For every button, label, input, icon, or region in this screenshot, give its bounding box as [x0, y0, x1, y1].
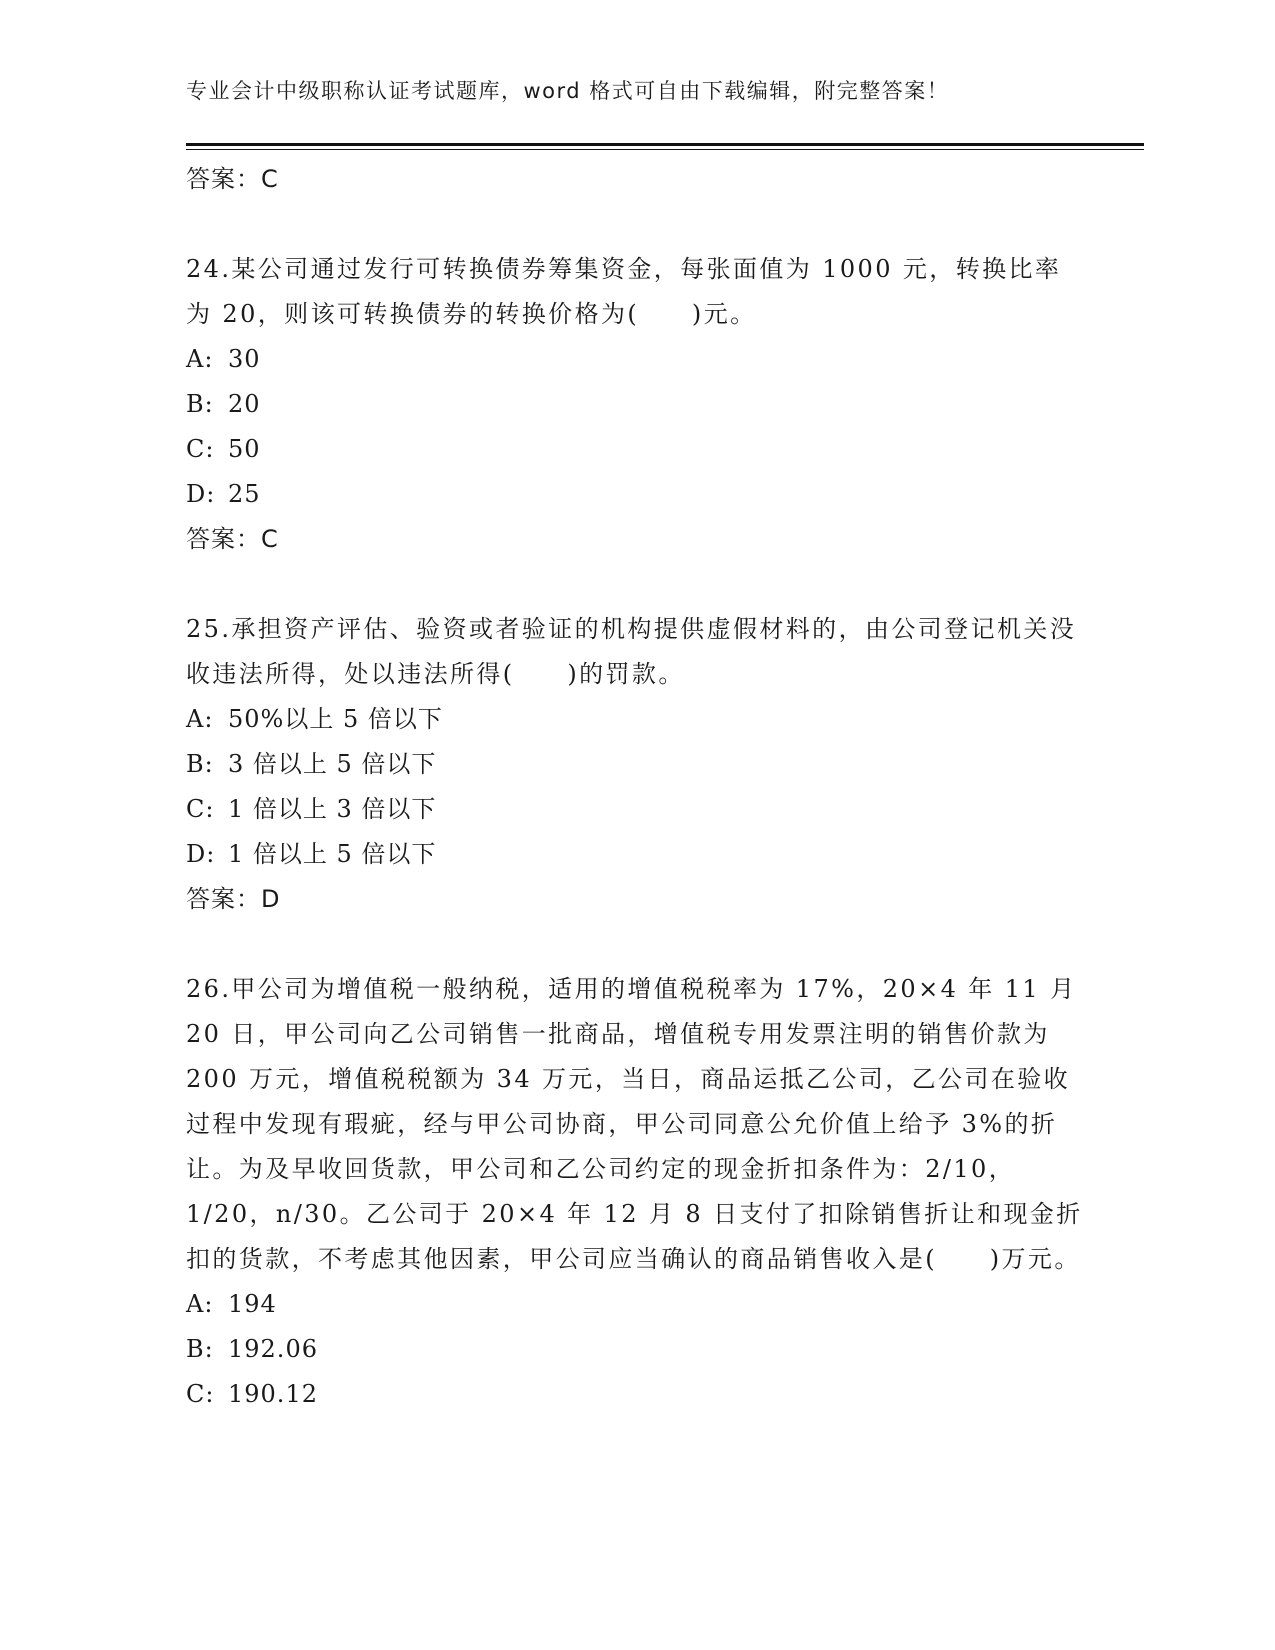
option-letter: D:	[186, 480, 216, 508]
option-letter: A:	[186, 705, 214, 733]
option-text: 194	[228, 1290, 277, 1318]
option-letter: A:	[186, 1290, 214, 1318]
option-c	[186, 787, 1086, 832]
answer-line: 答案：C	[186, 165, 279, 193]
header-rule-thick	[186, 143, 1144, 146]
question-25	[186, 607, 1086, 922]
option-b	[186, 1327, 1086, 1372]
option-b	[186, 382, 1086, 427]
option-text: 30	[228, 345, 261, 373]
option-text: 1 倍以上 3 倍以下	[228, 795, 437, 823]
option-letter: C:	[186, 1380, 215, 1408]
option-text: 192.06	[228, 1335, 318, 1363]
question-content	[186, 157, 1086, 1417]
option-text: 3 倍以上 5 倍以下	[228, 750, 437, 778]
option-text: 1 倍以上 5 倍以下	[228, 840, 437, 868]
question-24	[186, 247, 1086, 562]
option-text: 20	[228, 390, 261, 418]
header-rule-thin	[186, 149, 1144, 150]
question-text: 24.某公司通过发行可转换债券筹集资金，每张面值为 1000 元，转换比率为 20，则该可转换债券的转换价格为( )元。	[186, 255, 1062, 328]
answer-line: 答案：C	[186, 525, 279, 553]
option-text: 50	[228, 435, 261, 463]
option-text: 50%以上 5 倍以下	[228, 705, 443, 733]
option-letter: B:	[186, 1335, 214, 1363]
question-text: 26.甲公司为增值税一般纳税，适用的增值税税率为 17%，20×4 年 11 月 20 日，甲公司向乙公司销售一批商品，增值税专用发票注明的销售价款为 200 万元，增值税税额为 34 万元，当日，商品运抵乙公司，乙公司在验收过程中发现有瑕疵，经与甲公司协商，甲公司同意公允价值上给予 3%的折让。为及早收回货款，甲公司和乙公司约定的现金折扣条件为：2/10，1/20，n/30。乙公司于 20×4 年 12 月 8 日支付了扣除销售折让和现金折扣的货款，不考虑其他因素，甲公司应当确认的商品销售收入是( )万元。	[186, 975, 1083, 1273]
option-d	[186, 832, 1086, 877]
option-a	[186, 1282, 1086, 1327]
question-text: 25.承担资产评估、验资或者验证的机构提供虚假材料的，由公司登记机关没收违法所得，处以违法所得( )的罚款。	[186, 615, 1077, 688]
option-d	[186, 472, 1086, 517]
option-text: 25	[228, 480, 261, 508]
page-header: 专业会计中级职称认证考试题库，word 格式可自由下载编辑，附完整答案！	[186, 79, 950, 103]
option-text: 190.12	[228, 1380, 318, 1408]
option-a	[186, 337, 1086, 382]
question-26	[186, 967, 1086, 1417]
option-letter: B:	[186, 750, 214, 778]
option-b	[186, 742, 1086, 787]
option-letter: A:	[186, 345, 214, 373]
option-c	[186, 1372, 1086, 1417]
option-letter: C:	[186, 435, 215, 463]
answer-line: 答案：D	[186, 885, 281, 913]
option-letter: B:	[186, 390, 214, 418]
option-c	[186, 427, 1086, 472]
option-letter: C:	[186, 795, 215, 823]
option-a	[186, 697, 1086, 742]
option-letter: D:	[186, 840, 216, 868]
